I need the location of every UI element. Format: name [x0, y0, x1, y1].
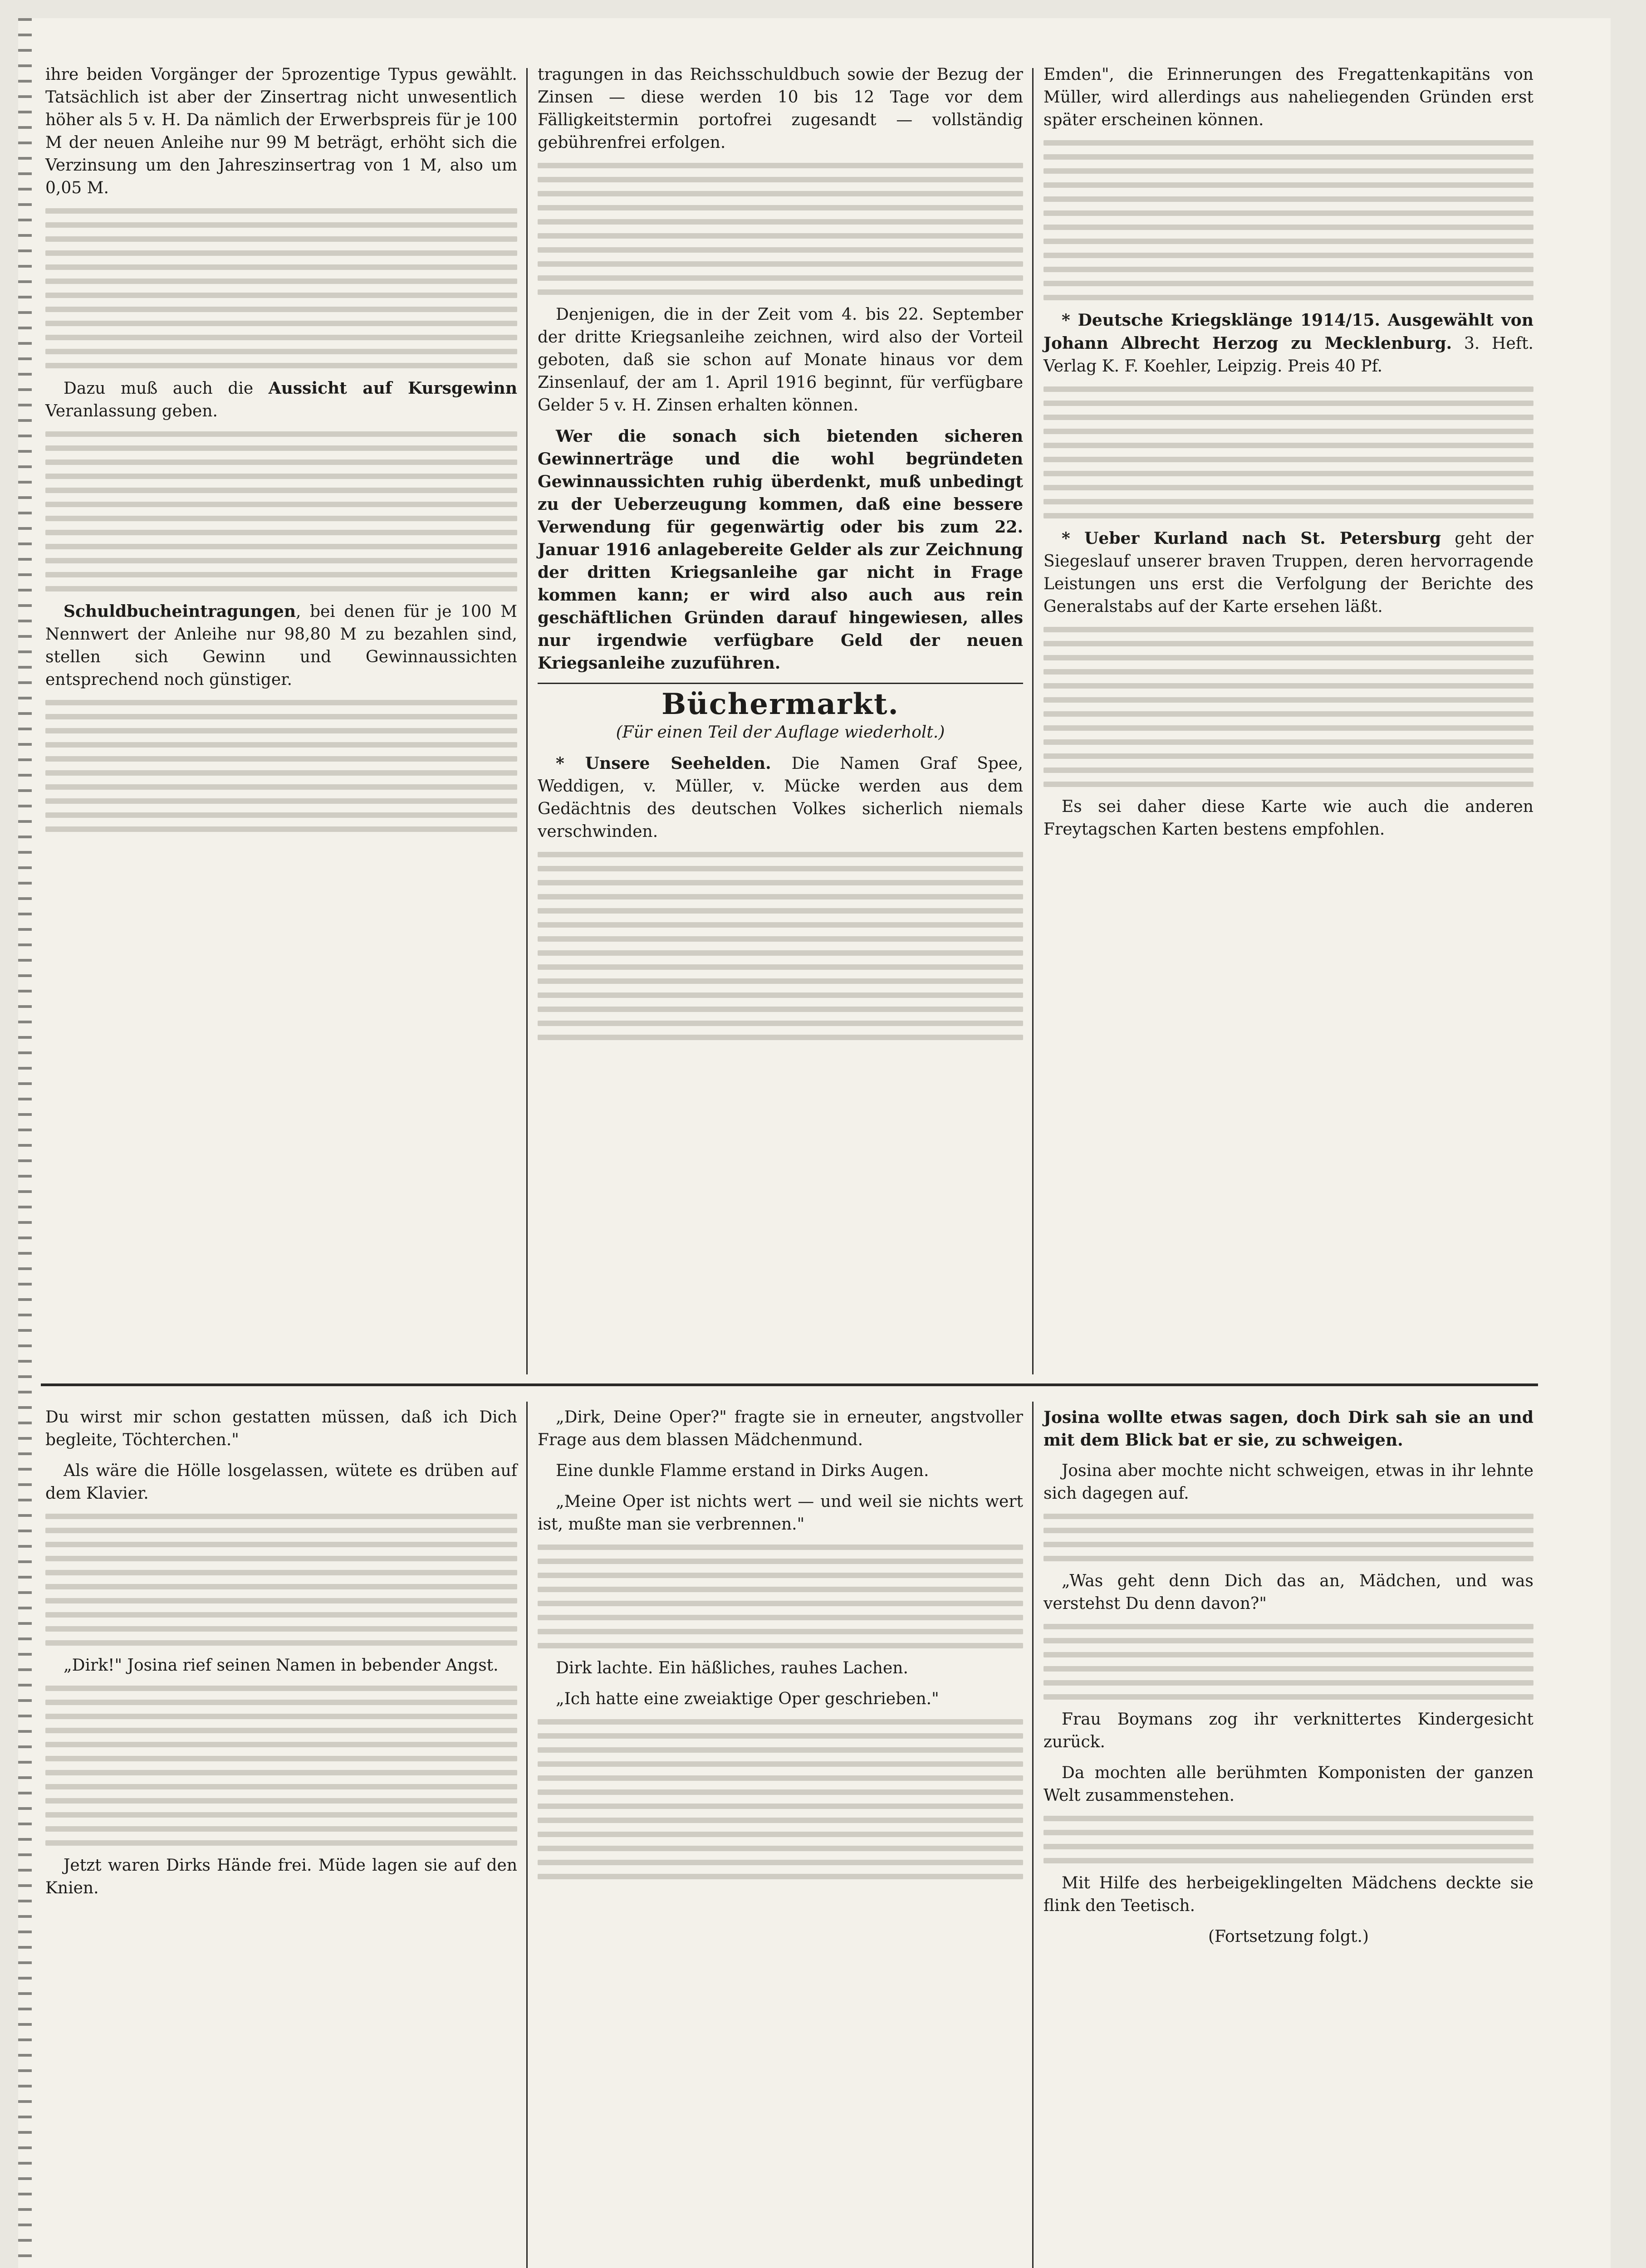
illegible-text-block: [538, 1719, 1023, 1879]
paragraph: Eine dunkle Flamme erstand in Dirks Augen.: [556, 1461, 929, 1480]
paragraph: „Dirk!" Josina rief seinen Namen in bebender Angst.: [64, 1656, 499, 1675]
column-rule: [526, 1402, 528, 2268]
paragraph: Josina aber mochte nicht schweigen, etwas in ihr lehnte sich dagegen auf.: [1043, 1461, 1533, 1503]
illegible-text-block: [45, 208, 517, 368]
paragraph: Schuldbucheintragungen, bei denen für je 100 M Nennwert der Anleihe nur 98,80 M zu bezahlen sind, stellen sich Gewinn und Gewinnaussichten entsprechend noch günstiger.: [45, 602, 517, 689]
paragraph: Dirk lachte. Ein häßliches, rauhes Lachen.: [556, 1659, 908, 1677]
paragraph: Da mochten alle berühmten Komponisten der ganzen Welt zusammenstehen.: [1043, 1764, 1533, 1805]
illegible-text-block: [1043, 1514, 1533, 1561]
top-column-1: [45, 64, 517, 841]
paragraph: Emden", die Erinnerungen des Fregattenkapitäns von Müller, wird allerdings aus naheliegenden Gründen erst später erscheinen können.: [1043, 65, 1533, 129]
paragraph: „Ich hatte eine zweiaktige Oper geschrieben.": [556, 1690, 939, 1708]
section-subheading: (Für einen Teil der Auflage wiederholt.): [616, 723, 945, 742]
illegible-text-block: [1043, 386, 1533, 518]
paragraph: * Ueber Kurland nach St. Petersburg geht der Siegeslauf unserer braven Truppen, deren hervorragende Leistungen uns erst die Verfolgung der Berichte des Generalstabs auf der Karte ersehen läßt.: [1043, 529, 1533, 616]
top-column-3: [1043, 64, 1533, 849]
top-column-2: [538, 64, 1023, 1049]
story-column-1: [45, 1406, 517, 1908]
paragraph: Josina wollte etwas sagen, doch Dirk sah sie an und mit dem Blick bat er sie, zu schweigen.: [1043, 1408, 1533, 1450]
illegible-text-block: [538, 852, 1023, 1040]
adjacent-page-edge: [18, 18, 32, 2268]
column-rule: [1032, 1402, 1034, 2268]
paragraph: Als wäre die Hölle losgelassen, wütete es drüben auf dem Klavier.: [45, 1461, 517, 1503]
illegible-text-block: [538, 1545, 1023, 1648]
to-be-continued: (Fortsetzung folgt.): [1208, 1927, 1369, 1946]
paragraph: tragungen in das Reichsschuldbuch sowie der Bezug der Zinsen — diese werden 10 bis 12 Tage vor dem Fälligkeitstermin portofrei zugesandt — vollständig gebührenfrei erfolgen.: [538, 65, 1023, 152]
paragraph: Frau Boymans zog ihr verknittertes Kindergesicht zurück.: [1043, 1710, 1533, 1751]
illegible-text-block: [45, 1686, 517, 1846]
illegible-text-block: [1043, 627, 1533, 787]
paragraph: Denjenigen, die in der Zeit vom 4. bis 22. September der dritte Kriegsanleihe zeichnen, wird also der Vorteil geboten, daß sie schon auf Monate hinaus vor dem Zinsenlauf, der am 1. April 1916 beginnt, für verfügbare Gelder 5 v. H. Zinsen erhalten können.: [538, 305, 1023, 415]
paragraph: ihre beiden Vorgänger der 5prozentige Typus gewählt. Tatsächlich ist aber der Zinsertrag nicht unwesentlich höher als 5 v. H. Da nämlich der Erwerbspreis für je 100 M der neuen Anleihe nur 99 M beträgt, erhöht sich die Verzinsung um den Jahreszinsertrag von 1 M, also um 0,05 M.: [45, 65, 517, 197]
section-divider-rule: [41, 1383, 1538, 1386]
illegible-text-block: [45, 431, 517, 591]
paragraph: Es sei daher diese Karte wie auch die anderen Freytagschen Karten bestens empfohlen.: [1043, 797, 1533, 839]
paragraph: Jetzt waren Dirks Hände frei. Müde lagen sie auf den Knien.: [45, 1856, 517, 1897]
column-rule: [1032, 68, 1034, 1374]
story-column-2: [538, 1406, 1023, 1888]
paragraph: * Unsere Seehelden. Die Namen Graf Spee, Weddigen, v. Müller, v. Mücke werden aus dem Gedächtnis des deutschen Volkes sicherlich niemals verschwinden.: [538, 754, 1023, 841]
paragraph: Dazu muß auch die Aussicht auf Kursgewinn Veranlassung geben.: [45, 379, 517, 420]
paragraph: „Was geht denn Dich das an, Mädchen, und was verstehst Du denn davon?": [1043, 1572, 1533, 1613]
paragraph-bold: Wer die sonach sich bietenden sicheren Gewinnerträge und die wohl begründeten Gewinnaussichten ruhig überdenkt, muß unbedingt zu der Ueberzeugung kommen, daß eine bessere Verwendung für gegenwärtig oder bis zum 22. Januar 1916 anlagebereite Gelder als zur Zeichnung der dritten Kriegsanleihe gar nicht in Frage kommen kann; er wird also auch aus rein geschäftlichen Gründen darauf hingewiesen, alles nur irgendwie verfügbare Geld der neuen Kriegsanleihe zuzuführen.: [538, 427, 1023, 673]
illegible-text-block: [1043, 1624, 1533, 1700]
illegible-text-block: [45, 700, 517, 832]
paragraph: „Dirk, Deine Oper?" fragte sie in erneuter, angstvoller Frage aus dem blassen Mädchenmund.: [538, 1408, 1023, 1449]
illegible-text-block: [45, 1514, 517, 1646]
illegible-text-block: [1043, 1816, 1533, 1863]
paragraph: „Meine Oper ist nichts wert — und weil sie nichts wert ist, mußte man sie verbrennen.": [538, 1492, 1023, 1534]
column-rule: [526, 68, 528, 1374]
paragraph: Mit Hilfe des herbeigeklingelten Mädchens deckte sie flink den Teetisch.: [1043, 1874, 1533, 1915]
section-heading: Büchermarkt.: [661, 687, 899, 721]
newspaper-page: [18, 18, 1611, 2268]
story-column-3: [1043, 1406, 1533, 1956]
paragraph: * Deutsche Kriegsklänge 1914/15. Ausgewählt von Johann Albrecht Herzog zu Mecklenburg. 3. Heft. Verlag K. F. Koehler, Leipzig. Preis 40 Pf.: [1043, 311, 1533, 376]
section-rule: [538, 683, 1023, 684]
illegible-text-block: [538, 163, 1023, 295]
illegible-text-block: [1043, 140, 1533, 300]
paragraph: Du wirst mir schon gestatten müssen, daß ich Dich begleite, Töchterchen.": [45, 1408, 517, 1449]
